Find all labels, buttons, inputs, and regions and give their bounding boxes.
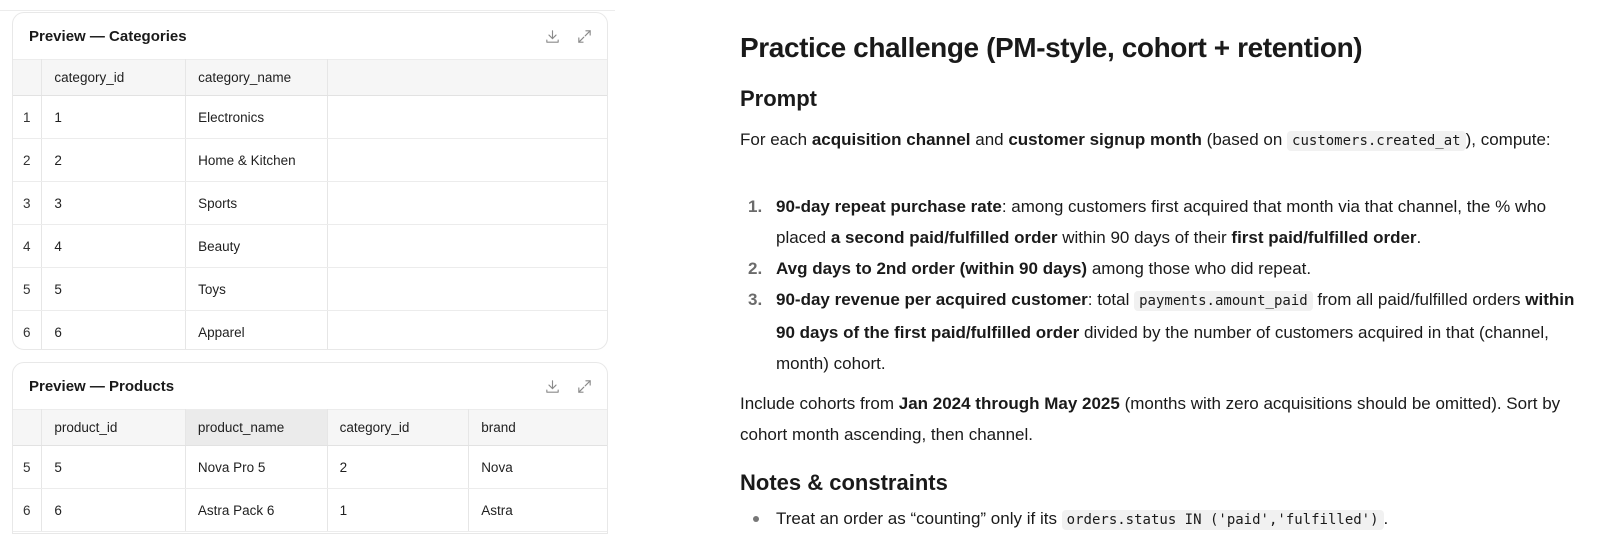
text: Treat an order as “counting” only if its — [776, 509, 1062, 528]
empty-cell — [328, 268, 608, 311]
table-cell: 2 — [42, 139, 186, 182]
row-index-header — [13, 60, 42, 96]
products-preview-card — [12, 362, 608, 534]
table-cell: Sports — [186, 182, 328, 225]
list-number: 1. — [748, 197, 763, 216]
table-row[interactable] — [13, 489, 607, 532]
top-divider — [0, 10, 615, 11]
table-cell: Nova — [469, 446, 607, 489]
metrics-list — [740, 191, 1590, 379]
table-cell: 5 — [42, 268, 186, 311]
column-header[interactable]: product_id — [42, 410, 186, 446]
table-row[interactable] — [13, 446, 607, 489]
table-cell: 5 — [42, 446, 186, 489]
bullet-icon — [753, 516, 759, 522]
table-cell: Nova Pro 5 — [185, 446, 327, 489]
empty-column-header — [328, 60, 608, 96]
text: from all paid/fulfilled orders — [1312, 290, 1526, 309]
categories-preview-card — [12, 12, 608, 350]
table-row[interactable] — [13, 268, 607, 311]
card-actions — [541, 25, 595, 47]
empty-cell — [328, 311, 608, 351]
inline-code: orders.status IN ('paid','fulfilled') — [1062, 510, 1384, 530]
column-header[interactable]: category_id — [327, 410, 469, 446]
prompt-paragraph — [740, 124, 1590, 157]
text: ), compute: — [1465, 130, 1551, 149]
list-item — [740, 191, 1590, 253]
row-index: 3 — [13, 182, 42, 225]
table-cell: 1 — [327, 489, 469, 532]
table-cell: Toys — [186, 268, 328, 311]
download-icon[interactable] — [541, 25, 563, 47]
text: . — [1416, 228, 1422, 247]
bold-text: 90-day repeat purchase rate — [776, 197, 1002, 216]
prompt-heading: Prompt — [740, 86, 817, 111]
bold-text: first paid/fulfilled order — [1231, 228, 1417, 247]
row-index: 6 — [13, 489, 42, 532]
inline-code: payments.amount_paid — [1134, 291, 1313, 311]
table-row[interactable] — [13, 139, 607, 182]
column-header[interactable]: brand — [469, 410, 607, 446]
bold-text: customer signup month — [1008, 130, 1202, 149]
row-index: 5 — [13, 268, 42, 311]
list-number: 2. — [748, 259, 763, 278]
expand-icon[interactable] — [573, 25, 595, 47]
empty-cell — [328, 182, 608, 225]
table-row[interactable] — [13, 182, 607, 225]
bold-text: a second paid/fulfilled order — [830, 228, 1058, 247]
card-actions — [541, 375, 595, 397]
list-item — [740, 253, 1590, 284]
scope-paragraph — [740, 388, 1590, 450]
text: and — [970, 130, 1009, 149]
table-row[interactable] — [13, 311, 607, 351]
notes-heading: Notes & constraints — [740, 470, 948, 495]
download-icon[interactable] — [541, 375, 563, 397]
inline-code: customers.created_at — [1287, 131, 1466, 151]
table-cell: 2 — [327, 446, 469, 489]
table-header-row — [13, 410, 607, 446]
bold-text: within 90 days of the first paid/fulfilled order — [776, 290, 1575, 342]
table-cell: 1 — [42, 96, 186, 139]
row-index: 1 — [13, 96, 42, 139]
text: For each — [740, 130, 812, 149]
table-cell: Electronics — [186, 96, 328, 139]
page-title: Practice challenge (PM-style, cohort + retention) — [740, 32, 1363, 63]
table-cell: 3 — [42, 182, 186, 225]
column-header[interactable]: category_name — [186, 60, 328, 96]
text: within 90 days of their — [1057, 228, 1232, 247]
categories-table — [13, 59, 607, 350]
text: (based on — [1201, 130, 1288, 149]
text: . — [1383, 509, 1389, 528]
products-table — [13, 409, 607, 532]
list-item — [740, 503, 1590, 536]
card-title: Preview — Products — [29, 377, 175, 395]
card-header — [13, 363, 607, 409]
card-header — [13, 13, 607, 59]
text: : total — [1087, 290, 1135, 309]
text: Include cohorts from — [740, 394, 899, 413]
table-header-row — [13, 60, 607, 96]
table-cell: Astra Pack 6 — [185, 489, 327, 532]
table-cell: 6 — [42, 311, 186, 351]
table-cell: Beauty — [186, 225, 328, 268]
row-index: 2 — [13, 139, 42, 182]
column-header[interactable]: category_id — [42, 60, 186, 96]
empty-cell — [328, 225, 608, 268]
row-index: 4 — [13, 225, 42, 268]
row-index-header — [13, 410, 42, 446]
text: (months with zero acquisitions should be omitted). Sort by cohort month ascending, then channel. — [740, 394, 1561, 444]
text: among those who did repeat. — [1087, 259, 1312, 278]
text: divided by the number of customers acquired in that (channel, month) cohort. — [776, 323, 1549, 373]
bold-text: acquisition channel — [811, 130, 971, 149]
expand-icon[interactable] — [573, 375, 595, 397]
card-title: Preview — Categories — [29, 27, 187, 45]
table-row[interactable] — [13, 225, 607, 268]
empty-cell — [328, 96, 608, 139]
bold-text: Avg days to 2nd order (within 90 days) — [776, 259, 1088, 278]
table-cell: 6 — [42, 489, 186, 532]
text: : among customers first acquired that month via that channel, the % who placed — [776, 197, 1547, 247]
empty-cell — [328, 139, 608, 182]
table-cell: Apparel — [186, 311, 328, 351]
column-header-selected[interactable]: product_name — [185, 410, 327, 446]
list-item — [740, 284, 1590, 379]
bold-text: Jan 2024 through May 2025 — [898, 394, 1120, 413]
notes-list — [740, 503, 1590, 536]
row-index: 6 — [13, 311, 42, 351]
row-index: 5 — [13, 446, 42, 489]
bold-text: 90-day revenue per acquired customer — [776, 290, 1088, 309]
table-cell: Home & Kitchen — [186, 139, 328, 182]
table-cell: 4 — [42, 225, 186, 268]
table-cell: Astra — [469, 489, 607, 532]
table-row[interactable] — [13, 96, 607, 139]
list-number: 3. — [748, 290, 763, 309]
